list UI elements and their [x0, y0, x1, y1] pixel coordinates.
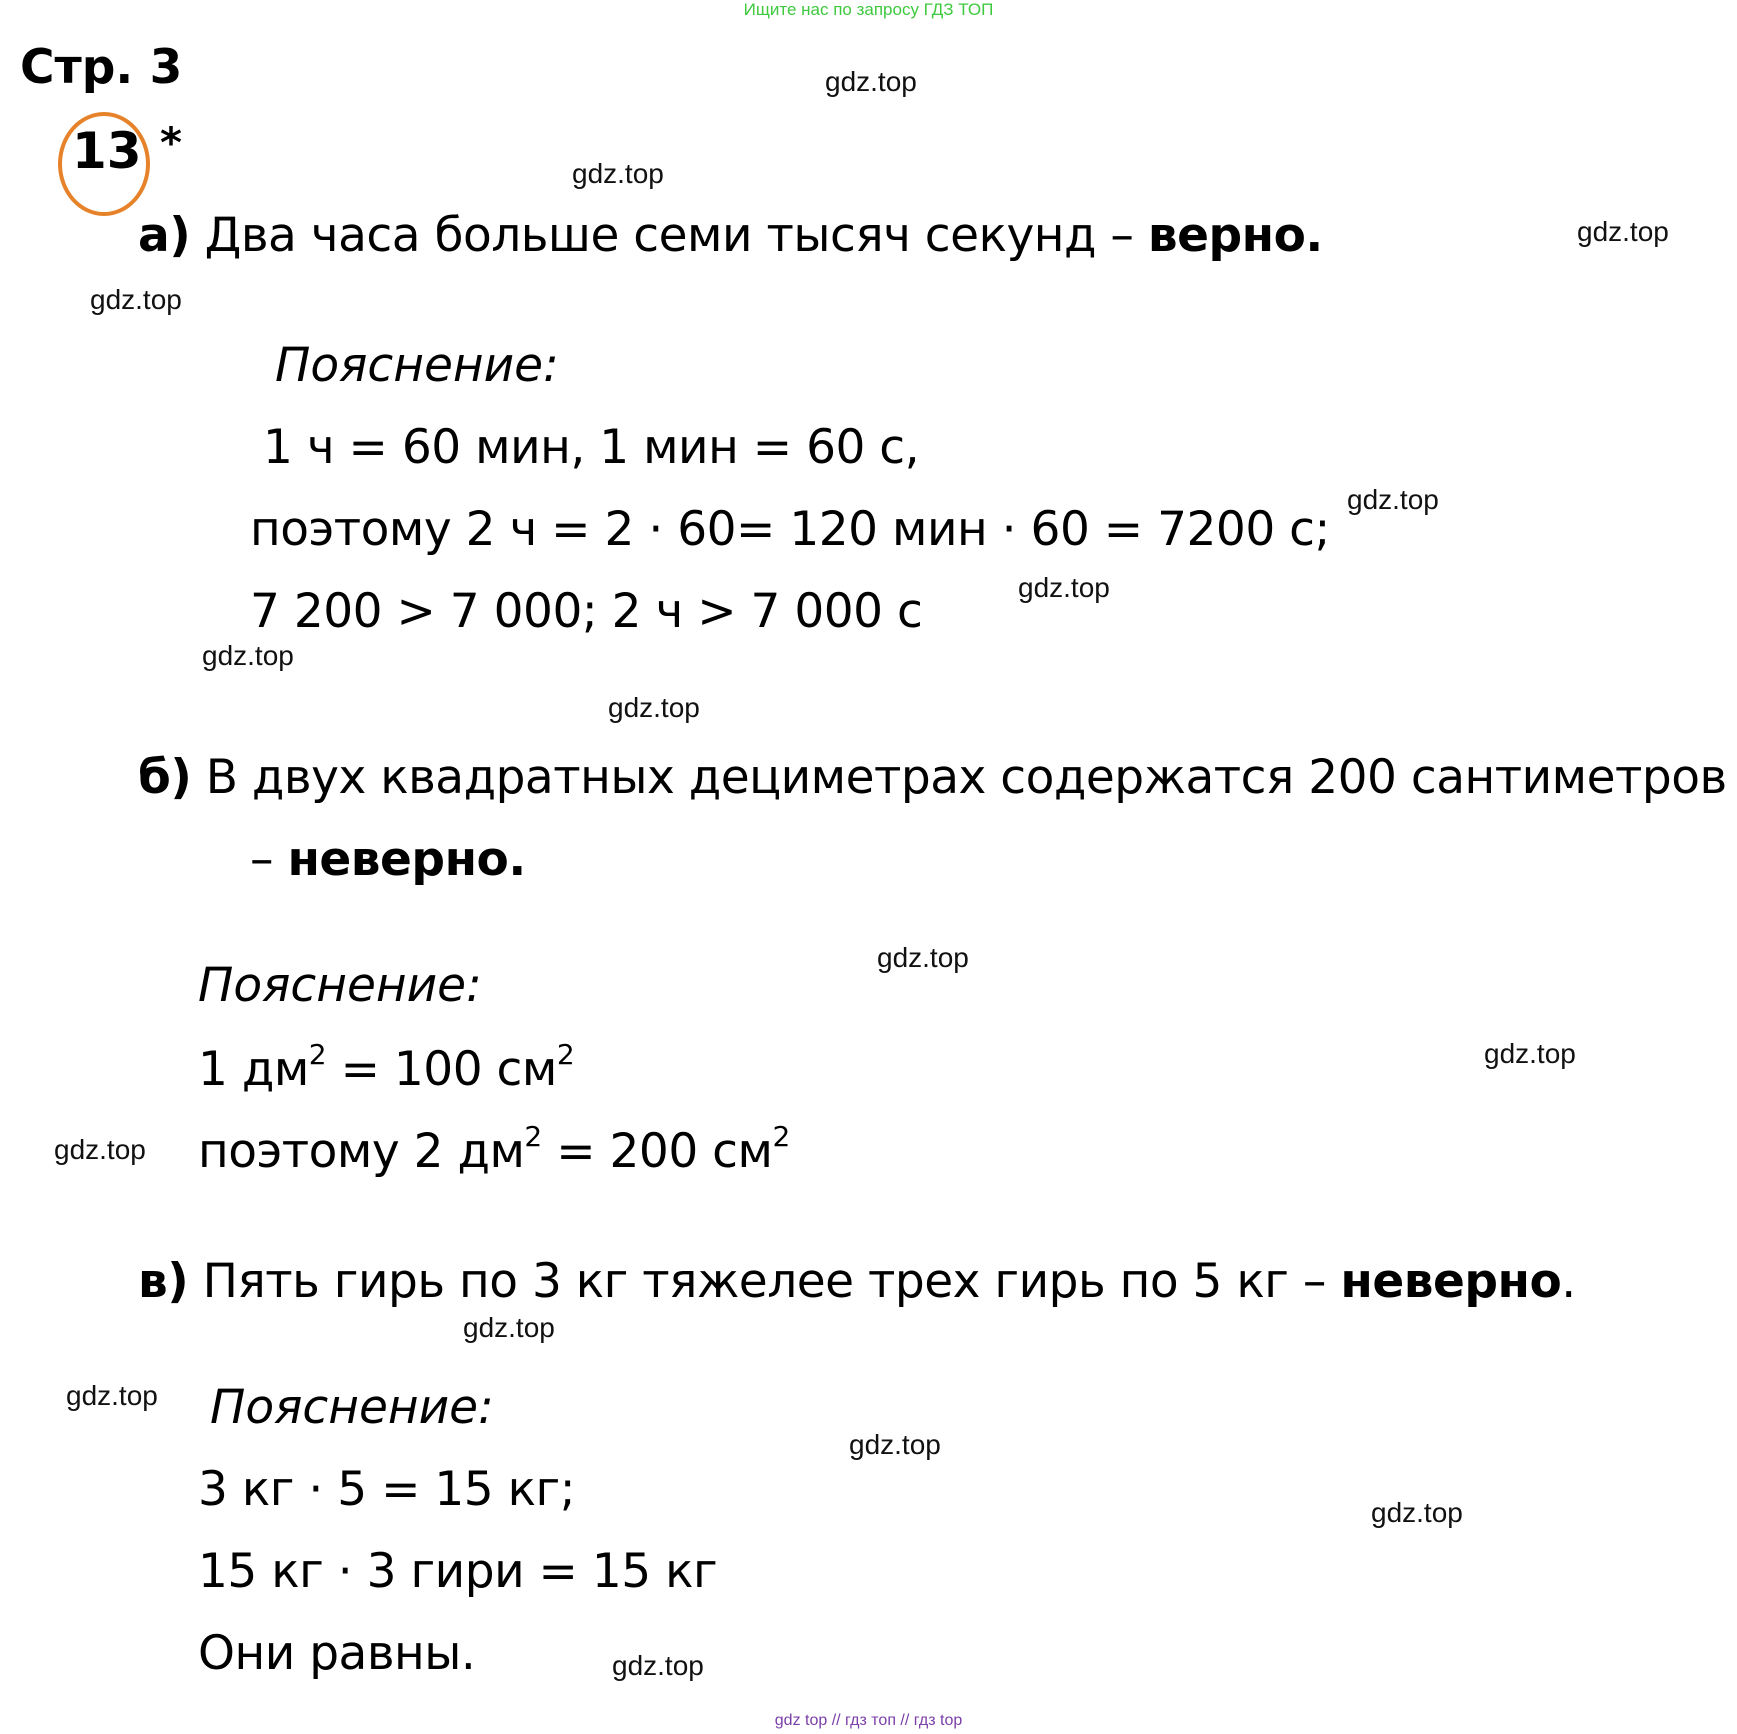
part-c-line-1: 3 кг · 5 = 15 кг;	[198, 1462, 576, 1517]
watermark: gdz.top	[572, 158, 664, 189]
part-a-line-2: поэтому 2 ч = 2 · 60= 120 мин · 60 = 7200 с;	[250, 502, 1330, 557]
watermark: gdz.top	[608, 692, 700, 723]
watermark: gdz.top	[825, 66, 917, 97]
watermark: gdz.top	[1484, 1038, 1576, 1069]
watermark: gdz.top	[202, 640, 294, 671]
watermark: gdz.top	[849, 1429, 941, 1460]
part-a-explain-title: Пояснение:	[275, 338, 559, 393]
part-b-explain-title: Пояснение:	[198, 958, 482, 1013]
part-b-statement	[138, 750, 1727, 805]
watermark: gdz.top	[612, 1650, 704, 1681]
footer-links: gdz top // гдз топ // гдз top	[774, 1712, 963, 1729]
part-c-label: в)	[138, 1254, 189, 1309]
watermark: gdz.top	[1577, 216, 1669, 247]
part-c-line-2: 15 кг · 3 гири = 15 кг	[198, 1544, 718, 1599]
part-c-explain-title: Пояснение:	[210, 1380, 494, 1435]
part-b-dash: –	[250, 832, 288, 887]
part-a-line-3: 7 200 > 7 000; 2 ч > 7 000 с	[250, 584, 923, 639]
part-b-line-2: поэтому 2 $дм^2 = 200$ $см^2$	[198, 1120, 790, 1179]
part-b-label: б)	[138, 750, 192, 805]
watermark: gdz.top	[66, 1380, 158, 1411]
task-star: *	[160, 118, 182, 167]
part-a-verdict: верно.	[1147, 208, 1323, 263]
page-heading: Стр. 3	[20, 40, 183, 95]
part-b-verdict-line	[250, 832, 526, 887]
part-c-verdict: неверно	[1340, 1254, 1562, 1309]
part-c-text: Пять гирь по 3 кг тяжелее трех гирь по 5 кг –	[188, 1254, 1341, 1309]
part-b-verdict: неверно.	[287, 832, 526, 887]
watermark: gdz.top	[54, 1134, 146, 1165]
watermark: gdz.top	[90, 284, 182, 315]
watermark: gdz.top	[1347, 484, 1439, 515]
watermark: gdz.top	[1018, 572, 1110, 603]
part-c-statement: в) Пять гирь по 3 кг тяжелее трех гирь по 5 кг – неверно.	[138, 1254, 1576, 1309]
part-a-statement	[138, 208, 1323, 263]
part-b-text: В двух квадратных дециметрах содержатся 200 сантиметров	[191, 750, 1727, 805]
part-a-text: Два часа больше семи тысяч секунд –	[190, 208, 1148, 263]
top-banner: Ищите нас по запросу ГДЗ ТОП	[743, 0, 994, 19]
part-a-line-1: 1 ч = 60 мин, 1 мин = 60 с,	[263, 420, 920, 475]
task-number: 13	[72, 122, 142, 180]
part-a-label: а)	[138, 208, 191, 263]
watermark: gdz.top	[877, 942, 969, 973]
part-c-line-3: Они равны.	[198, 1626, 476, 1681]
part-b-line-1: 1 $дм^2 = 100$ $см^2$	[198, 1038, 575, 1097]
watermark: gdz.top	[463, 1312, 555, 1343]
watermark: gdz.top	[1371, 1497, 1463, 1528]
